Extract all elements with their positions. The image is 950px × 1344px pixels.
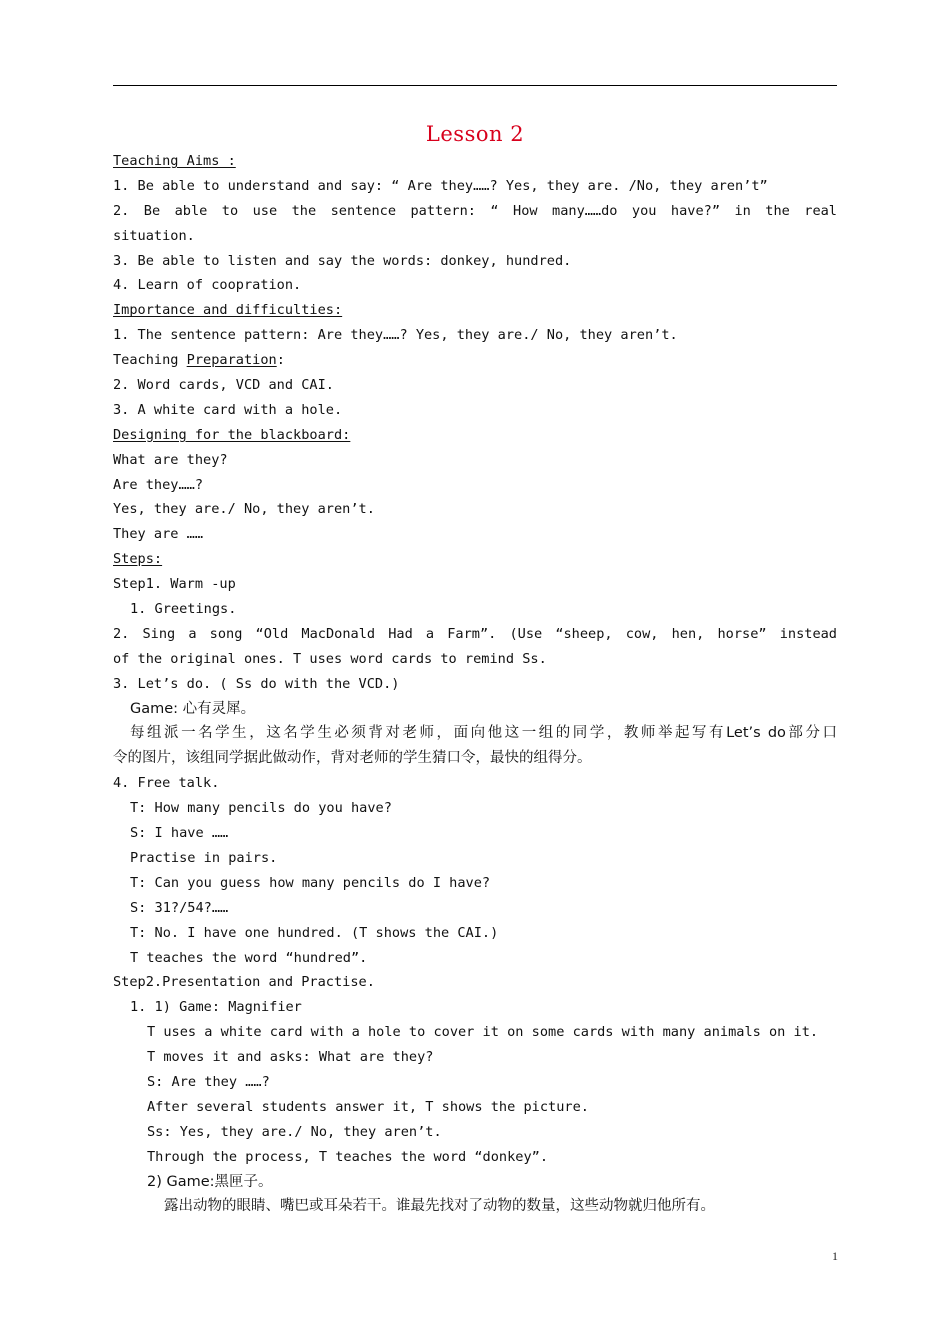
step1-item-4: 4. Free talk. bbox=[113, 775, 220, 792]
section-heading-steps: Steps: bbox=[113, 551, 163, 568]
document-body bbox=[113, 149, 837, 1219]
aim-4: 4. Learn of coopration. bbox=[113, 277, 302, 294]
step2-heading: Step2.Presentation and Practise. bbox=[113, 974, 375, 991]
page-number: 1 bbox=[832, 1249, 838, 1263]
game-description-line-2: 令的图片，该组同学据此做动作，背对老师的学生猜口令，最快的组得分。 bbox=[113, 750, 592, 767]
dialogue-line-1: T: How many pencils do you have? bbox=[130, 800, 392, 817]
preparation-3: 3. A white card with a hole. bbox=[113, 401, 343, 418]
blackboard-line-3: Yes, they are./ No, they aren’t. bbox=[113, 501, 375, 518]
step2-item-1: 1. 1) Game: Magnifier bbox=[130, 999, 302, 1016]
step1-item-2: 2. Sing a song “Old MacDonald Had a Farm”. (Use “sheep, cow, hen, horse” instead bbox=[113, 625, 837, 642]
dialogue-line-7: T teaches the word “hundred”. bbox=[130, 949, 368, 966]
game-description-line-1: 每组派一名学生，这名学生必须背对老师，面向他这一组的同学，教师举起写有Let’s do部分口 bbox=[130, 725, 837, 742]
magnifier-line-5: Ss: Yes, they are./ No, they aren’t. bbox=[147, 1123, 442, 1140]
magnifier-line-4: After several students answer it, T shows the picture. bbox=[147, 1098, 589, 1115]
section-heading-preparation bbox=[113, 348, 837, 373]
dialogue-line-3: Practise in pairs. bbox=[130, 849, 278, 866]
dialogue-line-6: T: No. I have one hundred. (T shows the CAI.) bbox=[130, 924, 499, 941]
aim-2: 2. Be able to use the sentence pattern: “ How many……do you have?” in the real bbox=[113, 202, 837, 219]
header-rule bbox=[113, 85, 837, 86]
section-heading-importance: Importance and difficulties: bbox=[113, 302, 343, 319]
preparation-colon: : bbox=[276, 352, 285, 369]
magnifier-line-6: Through the process, T teaches the word “donkey”. bbox=[147, 1148, 549, 1165]
aim-2-continued: situation. bbox=[113, 227, 195, 244]
dialogue-line-5: S: 31?/54?…… bbox=[130, 899, 229, 916]
page-title: Lesson 2 bbox=[425, 122, 525, 146]
section-heading-teaching-aims: Teaching Aims : bbox=[113, 153, 236, 169]
step1-item-2-continued: of the original ones. T uses word cards to remind Ss. bbox=[113, 650, 547, 667]
preparation-2: 2. Word cards, VCD and CAI. bbox=[113, 377, 334, 394]
dialogue-line-2: S: I have …… bbox=[130, 825, 229, 842]
preparation-prefix: Teaching bbox=[113, 352, 187, 369]
section-heading-blackboard: Designing for the blackboard: bbox=[113, 426, 351, 443]
dialogue-line-4: T: Can you guess how many pencils do I have? bbox=[130, 874, 491, 891]
blackboard-line-1: What are they? bbox=[113, 451, 228, 468]
aim-3: 3. Be able to listen and say the words: donkey, hundred. bbox=[113, 252, 572, 269]
step1-item-3: 3. Let’s do. ( Ss do with the VCD.) bbox=[113, 675, 400, 692]
black-box-description: 露出动物的眼睛、嘴巴或耳朵若干。谁最先找对了动物的数量，这些动物就归他所有。 bbox=[164, 1198, 715, 1215]
magnifier-line-2: T moves it and asks: What are they? bbox=[147, 1049, 434, 1066]
blackboard-line-2: Are they……? bbox=[113, 476, 204, 493]
game-heading: Game: 心有灵犀。 bbox=[130, 700, 256, 717]
step2-item-2: 2) Game:黑匣子。 bbox=[147, 1173, 273, 1190]
step1-item-1: 1. Greetings. bbox=[130, 601, 237, 618]
magnifier-line-1: T uses a white card with a hole to cover it on some cards with many animals on it. bbox=[147, 1024, 819, 1041]
importance-1: 1. The sentence pattern: Are they……? Yes, they are./ No, they aren’t. bbox=[113, 327, 678, 344]
blackboard-line-4: They are …… bbox=[113, 526, 204, 543]
magnifier-line-3: S: Are they ……? bbox=[147, 1073, 270, 1090]
step1-heading: Step1. Warm -up bbox=[113, 576, 236, 593]
preparation-word: Preparation bbox=[186, 352, 277, 369]
aim-1: 1. Be able to understand and say: “ Are they……? Yes, they are. /No, they aren’t” bbox=[113, 177, 768, 194]
